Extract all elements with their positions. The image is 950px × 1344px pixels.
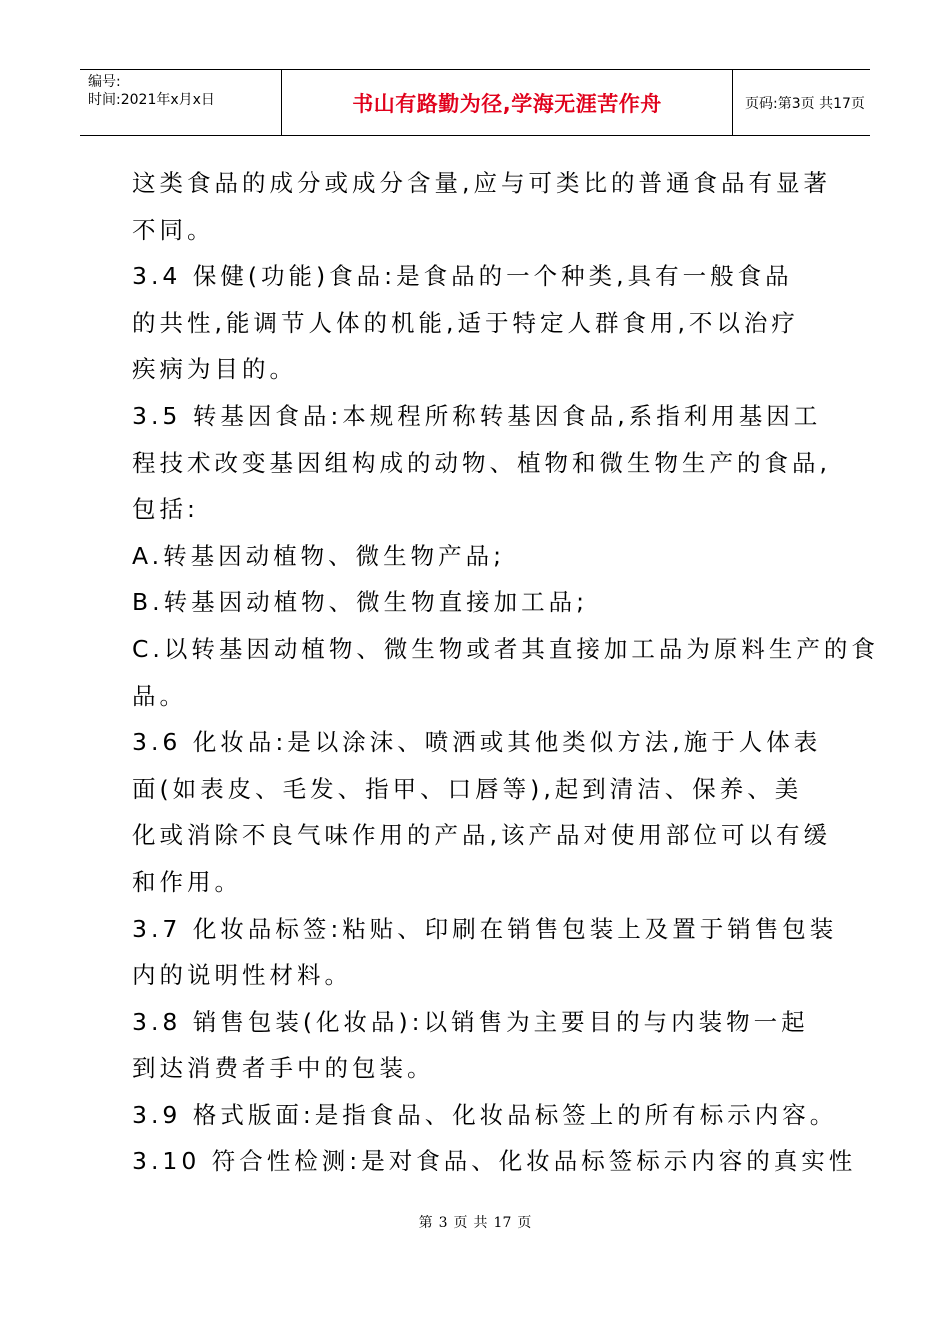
- header-page-cell: [733, 70, 870, 135]
- text-line: 面(如表皮、毛发、指甲、口唇等),起到清洁、保养、美: [132, 774, 803, 803]
- page-label: 页码:第3页 共17页: [745, 95, 865, 112]
- footer-page-number: 3: [438, 1215, 448, 1231]
- header-meta: [80, 70, 282, 135]
- text-line: 这类食品的成分或成分含量,应与可类比的普通食品有显著: [132, 169, 831, 197]
- text-line: 包括:: [132, 495, 199, 524]
- text-line: 不同。: [132, 215, 215, 244]
- header-motto-cell: [282, 70, 733, 135]
- text-line: C.以转基因动植物、微生物或者其直接加工品为原料生产的食: [132, 634, 879, 663]
- page-footer: [0, 1212, 950, 1232]
- text-line: 3.6 化妆品:是以涂沫、喷洒或其他类似方法,施于人体表: [132, 728, 822, 757]
- footer-total-pages: 17: [493, 1215, 512, 1231]
- text-line: A.转基因动植物、微生物产品;: [132, 541, 506, 570]
- text-line: 3.7 化妆品标签:粘贴、印刷在销售包装上及置于销售包装: [132, 914, 838, 943]
- motto-text: 书山有路勤为径,学海无涯苦作舟: [352, 91, 662, 116]
- text-line: 3.10 符合性检测:是对食品、化妆品标签标示内容的真实性: [132, 1147, 857, 1176]
- text-line: 3.5 转基因食品:本规程所称转基因食品,系指利用基因工: [132, 401, 822, 430]
- text-line: 程技术改变基因组构成的动物、植物和微生物生产的食品,: [132, 448, 831, 477]
- text-line: 3.9 格式版面:是指食品、化妆品标签上的所有标示内容。: [132, 1100, 838, 1129]
- text-line: 疾病为目的。: [132, 355, 297, 384]
- time-label: 时间:2021年x月x日: [88, 92, 215, 108]
- footer-suffix: 页: [517, 1215, 532, 1231]
- text-line: 品。: [132, 681, 187, 710]
- page-header: [80, 69, 870, 136]
- text-line: 3.4 保健(功能)食品:是食品的一个种类,具有一般食品: [132, 262, 793, 291]
- code-label: 编号:: [88, 74, 121, 90]
- text-line: 化或消除不良气味作用的产品,该产品对使用部位可以有缓: [132, 821, 831, 850]
- footer-page-word: 页: [453, 1215, 468, 1231]
- text-line: 到达消费者手中的包装。: [132, 1054, 435, 1083]
- text-line: 和作用。: [132, 867, 242, 896]
- text-line: 内的说明性材料。: [132, 961, 352, 990]
- footer-total-word: 共: [473, 1215, 488, 1231]
- text-line: 的共性,能调节人体的机能,适于特定人群食用,不以治疗: [132, 308, 799, 337]
- text-line: 3.8 销售包装(化妆品):以销售为主要目的与内装物一起: [132, 1007, 809, 1036]
- document-body: [132, 160, 879, 1185]
- text-line: B.转基因动植物、微生物直接加工品;: [132, 588, 589, 617]
- footer-prefix: 第: [418, 1215, 433, 1231]
